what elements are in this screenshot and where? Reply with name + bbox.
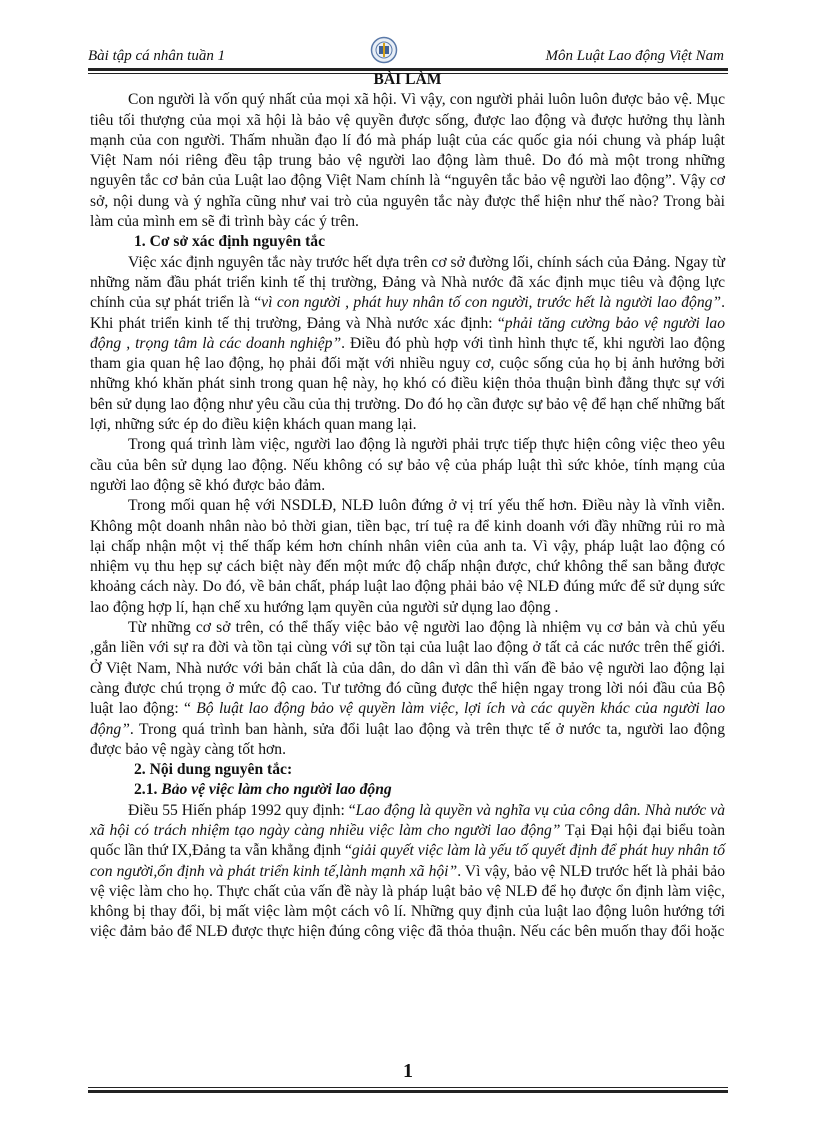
page-header bbox=[88, 40, 728, 68]
intro-paragraph: Con người là vốn quý nhất của mọi xã hội. Vì vậy, con người phải luôn luôn được bảo vệ. Mục tiêu tối thượng của mọi xã hội là bảo vệ quyền được sống, được lao động và được hưởng thụ lành mạnh của con người. Thấm nhuần đạo lí đó mà pháp luật của các quốc gia nói chung và pháp luật Việt Nam nói riêng đều tập trung bảo vệ người lao động làm thuê. Do đó mà một trong những nguyên tắc cơ bản của Luật lao động Việt Nam chính là “nguyên tắc bảo vệ người lao động”. Vậy cơ sở, nội dung và ý nghĩa cũng như vai trò của nguyên tắc này được thể hiện như thế nào? Trong bài làm của mình em sẽ đi trình bày các ý trên. bbox=[90, 91, 725, 231]
page-title: BÀI LÀM bbox=[373, 71, 442, 88]
section-heading-1: 1. Cơ sở xác định nguyên tắc bbox=[134, 233, 325, 251]
section-heading-2: 2. Nội dung nguyên tắc: bbox=[134, 761, 293, 779]
paragraph-relationship: Trong mối quan hệ với NSDLĐ, NLĐ luôn đứng ở vị trí yếu thế hơn. Điều này là vĩnh viễn. Không một doanh nhân nào bỏ thời gian, tiền bạc, trí tuệ ra để kinh doanh với đầy những rủi ro mà lại chấp nhận một vị thế thấp kém hơn chính nhân viên của anh ta. Vì vậy, pháp luật lao động có nhiệm vụ thu hẹp sự cách biệt này đến một mức độ chấp nhận được, chứ không thể san bằng được khoảng cách này. Do đó, về bản chất, pháp luật lao động phải bảo vệ NLĐ đúng mức để sử dụng sức lao động hợp lí, hạn chế xu hướng lạm quyền của người sử dụng lao động . bbox=[90, 497, 725, 616]
header-subject-label: Môn Luật Lao động Việt Nam bbox=[545, 48, 724, 64]
section-heading-2-1: 2.1. Bảo vệ việc làm cho người lao động bbox=[134, 781, 392, 799]
footer-rule-thick bbox=[88, 1090, 728, 1093]
footer-rule-thin bbox=[88, 1087, 728, 1088]
page-footer bbox=[88, 1060, 728, 1093]
university-seal-icon bbox=[370, 36, 398, 64]
paragraph-work-process: Trong quá trình làm việc, người lao động là người phải trực tiếp thực hiện công việc theo yêu cầu của bên sử dụng lao động. Nếu không có sự bảo vệ của pháp luật thì sức khỏe, tính mạng của người lao động sẽ khó được bảo đảm. bbox=[90, 436, 725, 494]
paragraph-basis: Việc xác định nguyên tắc này trước hết dựa trên cơ sở đường lối, chính sách của Đảng. Ngay từ những năm đầu phát triển kinh tế thị trường, Đảng và Nhà nước đã xác định mục tiêu và động lực chính của sự phát triển là “vì con người , phát huy nhân tố con người, trước hết là người lao động”. Khi phát triển kinh tế thị trường, Đảng và Nhà nước xác định: “phải tăng cường bảo vệ người lao động , trọng tâm là các doanh nghiệp”. Điều đó phù hợp với tình hình thực tế, khi người lao động tham gia quan hệ lao động, họ phải đối mặt với nhiều nguy cơ, cuộc sống của họ bị ảnh hưởng bởi những khó khăn phát sinh trong quan hệ này, họ khó có điều kiện thỏa thuận bình đẳng thực sự với bên sử dụng lao động như yêu cầu của thị trường. Do đó họ cần được sự bảo vệ để hạn chế những bất lợi, những sức ép do điều kiện khách quan mang lại. bbox=[90, 253, 726, 434]
paragraph-employment: Điều 55 Hiến pháp 1992 quy định: “Lao động là quyền và nghĩa vụ của công dân. Nhà nước và xã hội có trách nhiệm tạo ngày càng nhiều việc làm cho người lao động” Tại Đại hội đại biểu toàn quốc lần thứ IX,Đảng ta vẫn khẳng định “giải quyết việc làm là yếu tố quyết định để phát huy nhân tố con người,ổn định và phát triển kinh tế,lành mạnh xã hội”. Vì vậy, bảo vệ NLĐ trước hết là phải bảo vệ việc làm cho họ. Thực chất của vấn đề này là pháp luật bảo vệ NLĐ để họ được ổn định làm việc, không bị thay đổi, bị mất việc làm một cách vô lí. Những quy định của luật lao động luôn hướng tới việc đảm bảo để NLĐ được thực hiện đúng công việc đã thỏa thuận. Nếu các bên muốn thay đổi hoặc bbox=[90, 801, 726, 941]
header-course-label: Bài tập cá nhân tuần 1 bbox=[88, 48, 226, 64]
paragraph-conclusion-basis: Từ những cơ sở trên, có thể thấy việc bảo vệ người lao động là nhiệm vụ cơ bản và chủ yếu ,gắn liền với sự ra đời và tồn tại cùng với sự tồn tại của luật lao động ở tất cả các nước trên thế giới. Ở Việt Nam, Nhà nước với bản chất là của dân, do dân vì dân thì vấn đề bảo vệ người lao động lại càng được chú trọng ở mức độ cao. Tư tưởng đó cũng được thể hiện ngay trong lời nói đầu của Bộ luật lao động: “ Bộ luật lao động bảo vệ quyền làm việc, lợi ích và các quyền khác của người lao động”. Trong quá trình ban hành, sửa đổi luật lao động và trên thực tế ở nước ta, người lao động được bảo vệ ngày càng tốt hơn. bbox=[90, 619, 725, 758]
page-number: 1 bbox=[403, 1060, 413, 1082]
document-body bbox=[90, 70, 725, 943]
